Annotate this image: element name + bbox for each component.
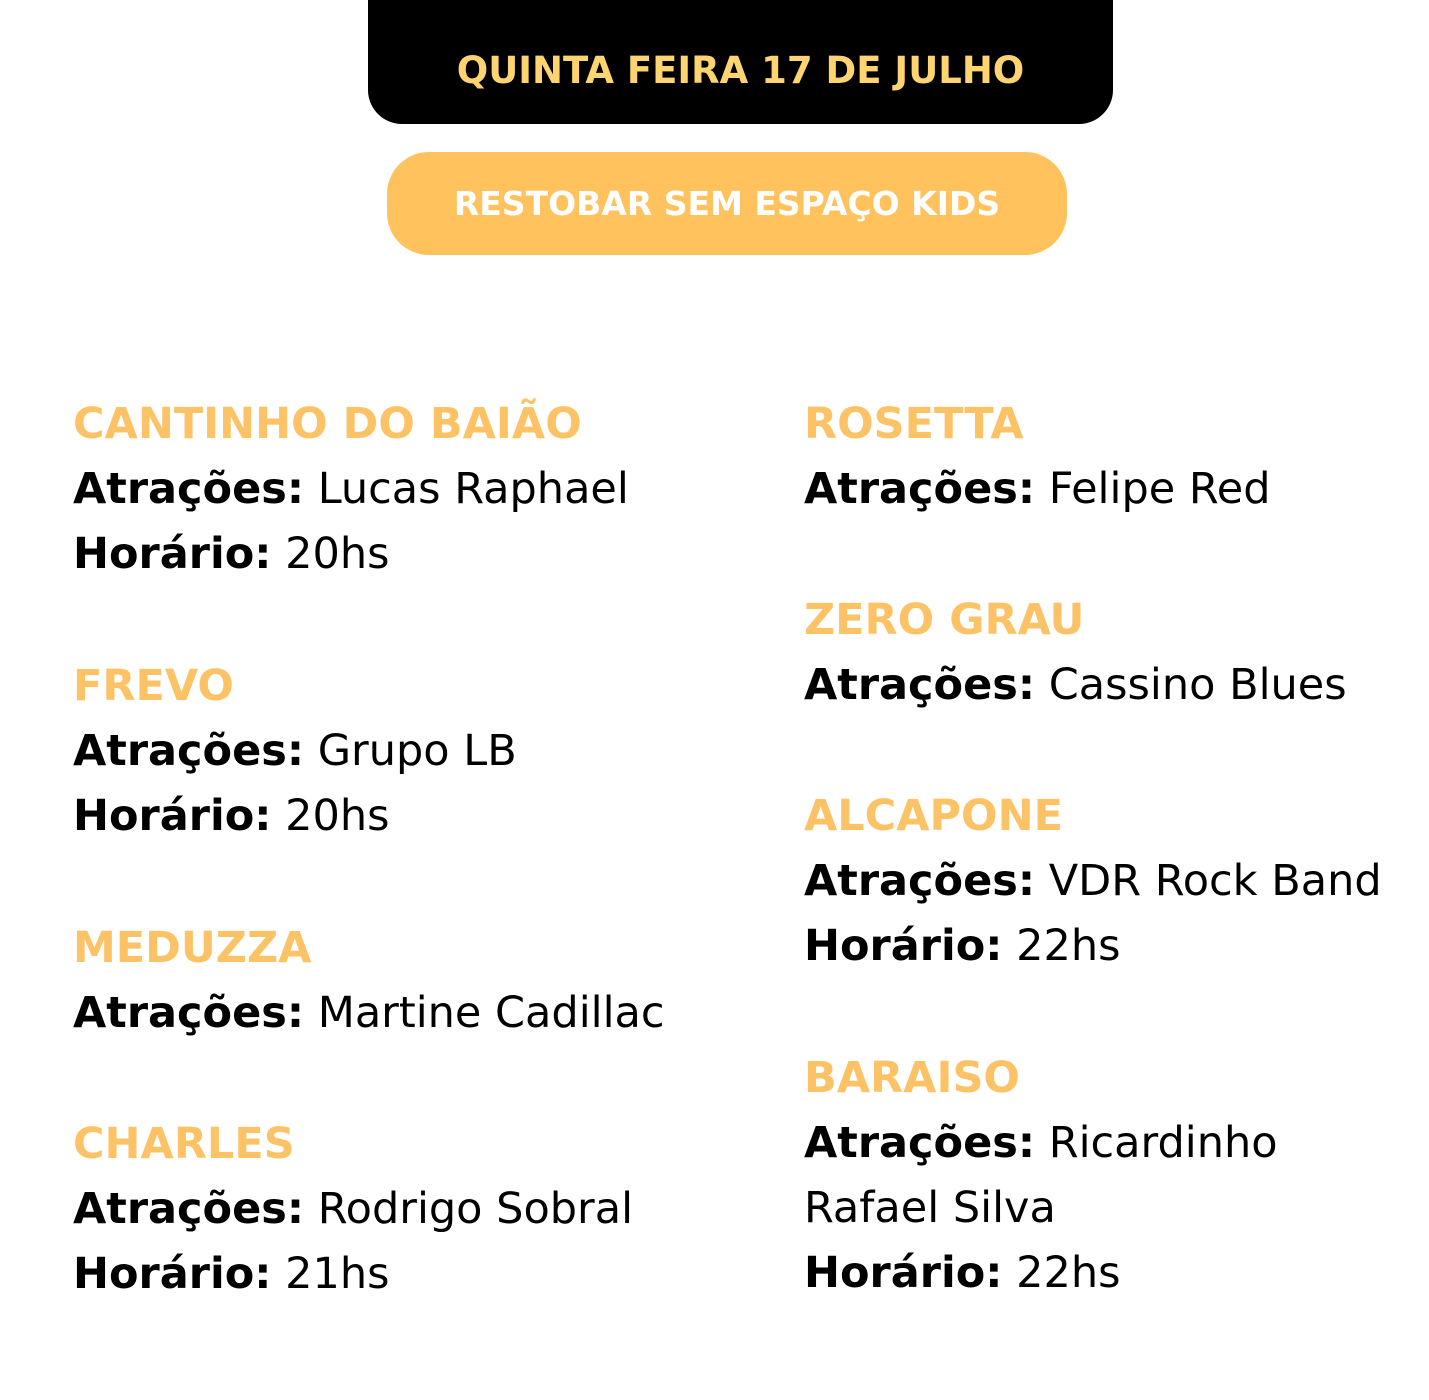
attractions-label: Atrações:	[804, 1118, 1036, 1168]
attractions-line	[804, 653, 1424, 718]
time-label: Horário:	[73, 791, 272, 841]
time-label: Horário:	[73, 529, 272, 579]
restaurant-name: MEDUZZA	[73, 923, 312, 973]
attractions-value: Martine Cadillac	[304, 988, 665, 1038]
attractions-line	[804, 457, 1424, 522]
time-label: Horário:	[804, 1248, 1003, 1298]
time-value: 22hs	[1002, 921, 1121, 971]
schedule-item-cantinho-do-baiao	[73, 392, 773, 587]
time-label: Horário:	[73, 1249, 272, 1299]
schedule-item-rosetta	[804, 392, 1424, 522]
attractions-label: Atrações:	[73, 988, 305, 1038]
attractions-value: Felipe Red	[1035, 464, 1271, 514]
restaurant-name: ZERO GRAU	[804, 595, 1085, 645]
attractions-value: Ricardinho	[1035, 1118, 1278, 1168]
attractions-line	[73, 981, 773, 1046]
schedule-item-zero-grau	[804, 588, 1424, 718]
date-title: QUINTA FEIRA 17 DE JULHO	[456, 48, 1025, 92]
restaurant-name: ALCAPONE	[804, 791, 1063, 841]
schedule-item-baraiso	[804, 1046, 1424, 1306]
restaurant-name: CHARLES	[73, 1119, 295, 1169]
attractions-label: Atrações:	[73, 726, 305, 776]
date-banner	[368, 0, 1113, 124]
attractions-line	[73, 719, 773, 784]
attractions-label: Atrações:	[804, 660, 1036, 710]
attractions-value: VDR Rock Band	[1035, 856, 1382, 906]
restaurant-name: ROSETTA	[804, 399, 1024, 449]
restaurant-name: FREVO	[73, 661, 234, 711]
time-line	[804, 914, 1424, 979]
attractions-line	[73, 1177, 773, 1242]
schedule-item-frevo	[73, 654, 773, 849]
restaurant-name: CANTINHO DO BAIÃO	[73, 399, 582, 449]
venue-title: RESTOBAR SEM ESPAÇO KIDS	[453, 184, 1001, 223]
attractions-value: Rodrigo Sobral	[304, 1184, 634, 1234]
time-line	[73, 784, 773, 849]
attractions-label: Atrações:	[804, 856, 1036, 906]
attractions-label: Atrações:	[804, 464, 1036, 514]
attractions-value: Grupo LB	[304, 726, 517, 776]
venue-pill	[387, 152, 1067, 255]
time-label: Horário:	[804, 921, 1003, 971]
time-line	[804, 1241, 1424, 1306]
attractions-value: Cassino Blues	[1035, 660, 1347, 710]
attractions-value: Lucas Raphael	[304, 464, 629, 514]
schedule-item-charles	[73, 1112, 773, 1307]
attractions-label: Atrações:	[73, 464, 305, 514]
restaurant-name: BARAISO	[804, 1053, 1020, 1103]
time-value: 21hs	[271, 1249, 390, 1299]
time-value: 22hs	[1002, 1248, 1121, 1298]
attractions-line	[804, 849, 1424, 914]
schedule-item-alcapone	[804, 784, 1424, 979]
schedule-item-meduzza	[73, 916, 773, 1046]
time-line	[73, 1242, 773, 1307]
attractions-line	[73, 457, 773, 522]
attractions-continued: Rafael Silva	[804, 1183, 1056, 1233]
attractions-line	[804, 1111, 1424, 1176]
attractions-label: Atrações:	[73, 1184, 305, 1234]
time-value: 20hs	[271, 791, 390, 841]
time-line	[73, 522, 773, 587]
time-value: 20hs	[271, 529, 390, 579]
